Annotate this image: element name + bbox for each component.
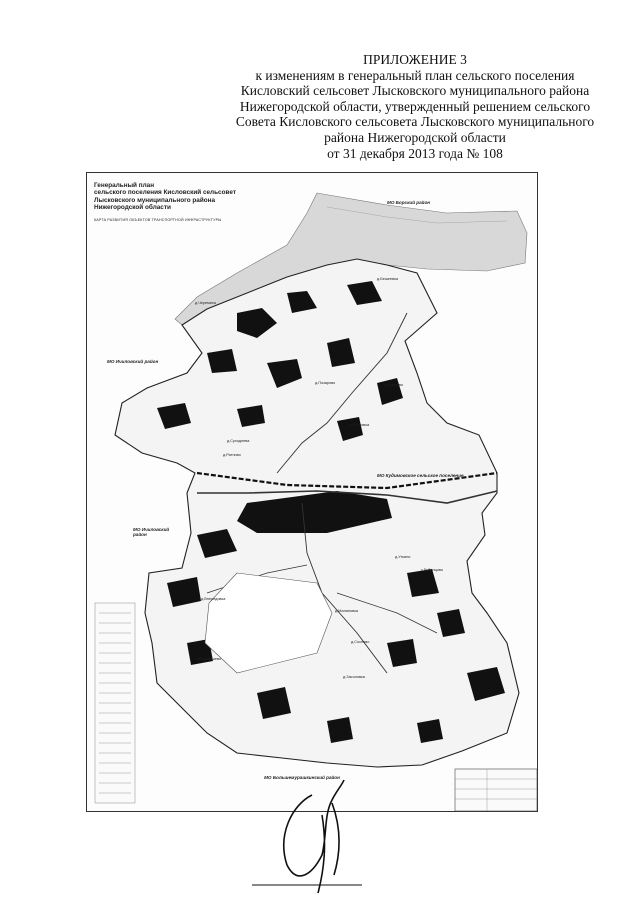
drawing-stamp [455,769,537,811]
village-label: д.Кислово [385,383,403,387]
appendix-title: ПРИЛОЖЕНИЕ 3 [363,52,467,67]
neighbor-label-north-west: МО Ичиловский район [107,359,159,364]
header-line: Кисловский сельсовет Лысковского муниципального района [240,83,590,99]
village-label: д.Черемиха [195,301,216,305]
map-title-block [94,182,236,224]
village-label: д.Суходнева [227,439,250,443]
decision-date-line: от 31 декабря 2013 года № 108 [327,145,503,161]
map-title-line: сельского поселения Кисловский сельсовет [94,189,236,197]
map-title-line: Лысковского муниципального района [94,196,216,204]
village-label: д.Ратново [223,453,241,457]
village-label: д.Обуховка [349,423,370,427]
map-subtitle: КАРТА РАЗВИТИЯ ОБЪЕКТОВ ТРАНСПОРТНОЙ ИНФРАСТРУКТУРЫ [94,217,222,222]
header-line: Совета Кисловского сельсовета Лысковского муниципального [235,114,595,130]
village-label: д.Засоловка [343,675,365,679]
village-label: д.Уткино [395,555,411,559]
neighbor-label-south: МО Большемурашкинский район [264,775,340,780]
neighbor-label-borsky: МО Борский район [387,200,431,205]
village-label: д.Позарово [315,381,336,385]
header-line: к изменениям в генеральный план сельского поселения [255,67,575,83]
neighbor-label-east: МО Кудимовское сельское поселение [377,473,464,478]
map-title-line: Генеральный план [94,182,155,189]
village-label: д.Впередовка [201,597,226,601]
village-label: д.Малиновка [335,609,359,613]
appendix-header [215,52,615,161]
village-label: д.Сосново [351,640,370,644]
map-title-line: Нижегородской области [94,204,171,212]
village-label: с.Бубенцово [421,568,443,572]
neighbor-label-west: МО Ичиловский район [133,527,170,537]
header-line: Нижегородской области, утвержденный решением сельского [239,98,591,114]
map-drawing [87,173,539,813]
village-label: д.Курмышево [197,657,222,661]
handwritten-signature [252,775,362,895]
header-line: района Нижегородской области [324,129,506,145]
village-label: д.Бешеевка [377,277,399,281]
map-sheet [86,172,538,812]
map-legend [95,603,135,803]
